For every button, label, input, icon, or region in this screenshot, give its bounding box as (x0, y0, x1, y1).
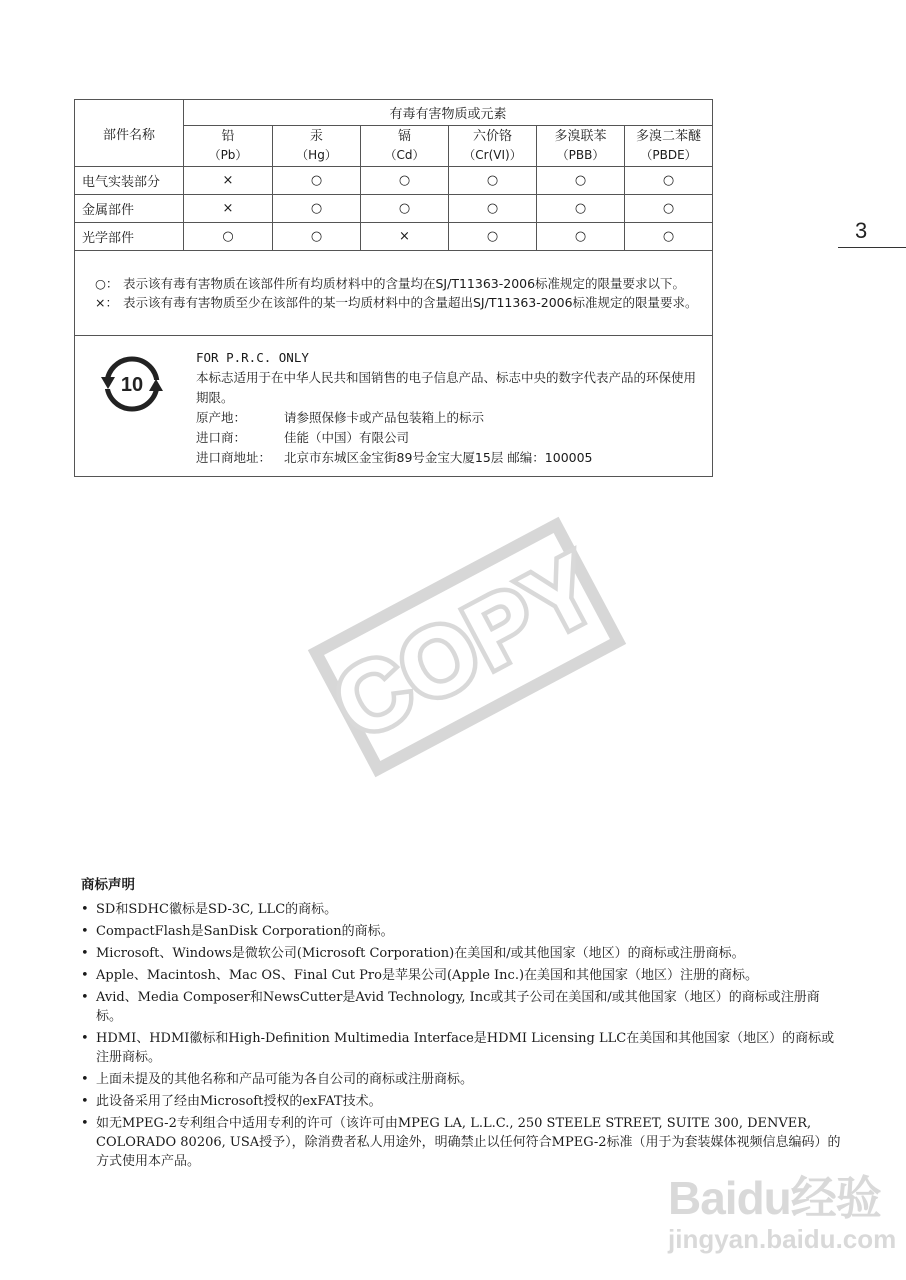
hazardous-substance-table (74, 99, 713, 477)
copy-watermark (308, 517, 626, 777)
table-notes (75, 251, 713, 336)
substance-group-header: 有毒有害物质或元素 (184, 100, 713, 126)
substance-cell: ○ (361, 195, 449, 223)
substance-cell: ○ (273, 223, 361, 251)
note-cross: ×： 表示该有毒有害物质至少在该部件的某一均质材料中的含量超出SJ/T11363-2006标准规定的限量要求。 (95, 295, 698, 310)
trademark-title: 商标声明 (81, 877, 135, 893)
column-header-cr6: 六价铬 （Cr(VI)） (449, 126, 537, 167)
substance-cell: ○ (273, 167, 361, 195)
list-item: • HDMI、HDMI徽标和High-Definition Multimedia Interface是HDMI Licensing LLC在美国和其他国家（地区）的商标或注册商标。 (81, 1029, 841, 1067)
list-item: • 如无MPEG-2专利组合中适用专利的许可（该许可由MPEG LA, L.L.C., 250 STEELE STREET, SUITE 300, DENVER, COLORADO 80206, USA授予），除消费者私人用途外，明确禁止以任何符合MPEG-2标准（用于为套装媒体视频信息编码）的方式使用本产品。 (81, 1114, 841, 1171)
baidu-url: jingyan.baidu.com (668, 1224, 897, 1254)
column-header-pb: 铅 （Pb） (184, 126, 273, 167)
note-circle: ○： 表示该有毒有害物质在该部件所有均质材料中的含量均在SJ/T11363-2006标准规定的限量要求以下。 (95, 276, 686, 291)
substance-cell: ○ (361, 167, 449, 195)
address-row: 进口商地址： 北京市东城区金宝街89号金宝大厦15层 邮编：100005 (196, 450, 593, 465)
eco-label-description: 本标志适用于在中华人民共和国销售的电子信息产品、标志中央的数字代表产品的环保使用期限。 (196, 370, 697, 405)
eco-label-text (196, 348, 696, 468)
table-row (75, 223, 713, 251)
substance-cell: ○ (449, 167, 537, 195)
importer-row: 进口商： 佳能（中国）有限公司 (196, 430, 410, 445)
list-item: • Microsoft、Windows是微软公司(Microsoft Corporation)在美国和/或其他国家（地区）的商标或注册商标。 (81, 944, 841, 963)
substance-cell: ○ (273, 195, 361, 223)
substance-cell: × (184, 167, 273, 195)
substance-cell: ○ (537, 223, 625, 251)
table-row (75, 195, 713, 223)
table-row (75, 167, 713, 195)
column-header-cd: 镉 （Cd） (361, 126, 449, 167)
list-item: • 上面未提及的其他名称和产品可能为各自公司的商标或注册商标。 (81, 1070, 841, 1089)
substance-cell: × (361, 223, 449, 251)
baidu-logo-text: Baidu经验 (668, 1172, 881, 1224)
page-number: 3 (855, 218, 868, 243)
prc-only-label: FOR P.R.C. ONLY (196, 350, 309, 365)
copy-watermark-text: COPY (318, 533, 616, 760)
substance-cell: ○ (537, 195, 625, 223)
list-item: • 此设备采用了经由Microsoft授权的exFAT技术。 (81, 1092, 841, 1111)
part-name: 光学部件 (75, 223, 184, 251)
substance-cell: ○ (625, 167, 713, 195)
column-header-hg: 汞 （Hg） (273, 126, 361, 167)
eco-label-cell (75, 336, 713, 477)
substance-cell: ○ (184, 223, 273, 251)
environment-period-logo-icon (101, 353, 163, 415)
trademark-section (81, 876, 841, 1174)
trademark-list (81, 900, 841, 1171)
list-item: • Avid、Media Composer和NewsCutter是Avid Technology, Inc或其子公司在美国和/或其他国家（地区）的商标或注册商标。 (81, 988, 841, 1026)
column-header-pbde: 多溴二苯醚 （PBDE） (625, 126, 713, 167)
substance-cell: ○ (537, 167, 625, 195)
substance-cell: ○ (449, 195, 537, 223)
substance-cell: × (184, 195, 273, 223)
list-item: • Apple、Macintosh、Mac OS、Final Cut Pro是苹果公司(Apple Inc.)在美国和其他国家（地区）注册的商标。 (81, 966, 841, 985)
list-item: • SD和SDHC徽标是SD-3C, LLC的商标。 (81, 900, 841, 919)
baidu-watermark (668, 1162, 898, 1272)
origin-row: 原产地： 请参照保修卡或产品包装箱上的标示 (196, 410, 485, 425)
column-header-pbb: 多溴联苯 （PBB） (537, 126, 625, 167)
substance-cell: ○ (625, 195, 713, 223)
part-name: 金属部件 (75, 195, 184, 223)
substance-cell: ○ (625, 223, 713, 251)
part-name-header: 部件名称 (75, 100, 184, 167)
list-item: • CompactFlash是SanDisk Corporation的商标。 (81, 922, 841, 941)
logo-number: 10 (120, 374, 144, 396)
substance-cell: ○ (449, 223, 537, 251)
page-number-rule (838, 247, 906, 248)
part-name: 电气实装部分 (75, 167, 184, 195)
